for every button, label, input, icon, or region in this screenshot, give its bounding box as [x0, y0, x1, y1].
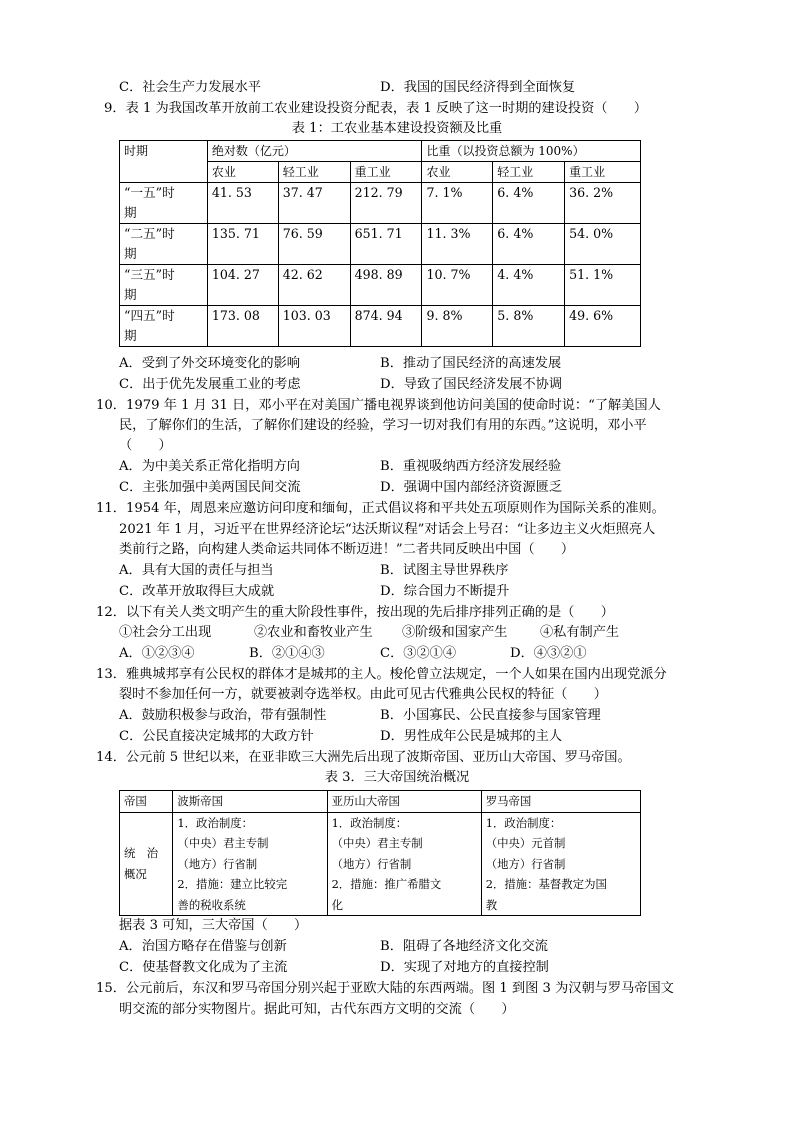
q12-stem: 12．以下有关人类文明产生的重大阶段性事件，按出现的先后排序排列正确的是（ ） — [96, 605, 614, 620]
value-cell: 51. 1% — [565, 265, 641, 306]
q8-option-d: D．我国的国民经济得到全面恢复 — [380, 80, 576, 95]
q9-option-c: C．出于优先发展重工业的考虑 — [119, 377, 301, 392]
persian-cell — [173, 812, 327, 916]
alexander-cell — [327, 812, 481, 916]
q11-line-1: 11．1954 年，周恩来应邀访问印度和缅甸，正式倡议将和平共处五项原则作为国际关系的准则。 — [96, 501, 665, 516]
table-row — [120, 306, 641, 347]
q14-option-b: B．阻碍了各地经济文化交流 — [380, 939, 548, 954]
table-row — [120, 183, 641, 224]
cell-line: （中央）君主专制 — [177, 836, 269, 850]
row-label-line-1: 统 治 — [124, 846, 159, 861]
period-header: 时期 — [120, 141, 208, 183]
q14-option-d: D．实现了对地方的直接控制 — [380, 960, 549, 975]
subheader-cell: 农业 — [207, 162, 278, 183]
value-cell: 498. 89 — [350, 265, 422, 306]
q11-option-c: C．改革开放取得巨大成就 — [119, 584, 275, 599]
cell-line: 1．政治制度： — [331, 815, 408, 830]
q14-empire-table — [119, 790, 641, 916]
value-cell: 5. 8% — [493, 306, 565, 347]
q11-line-3: 类前行之路，向构建人类命运共同体不断迈进！”二者共同反映出中国（ ） — [119, 542, 575, 557]
period-line-1: “一五”时 — [124, 185, 175, 200]
q14-table-caption: 表 3．三大帝国统治概况 — [324, 770, 470, 785]
value-cell: 135. 71 — [207, 224, 278, 265]
value-cell: 41. 53 — [207, 183, 278, 224]
value-cell: 49. 6% — [565, 306, 641, 347]
cell-line: 2．措施：推广希腊文 — [331, 877, 442, 891]
q14-option-a: A．治国方略存在借鉴与创新 — [119, 939, 287, 954]
q13-line-1: 13．雅典城邦享有公民权的群体才是城邦的主人。梭伦曾立法规定，一个人如果在国内出现党派分 — [96, 667, 667, 682]
table-header: 亚历山大帝国 — [327, 791, 481, 813]
value-cell: 76. 59 — [278, 224, 350, 265]
q9-option-a: A．受到了外交环境变化的影响 — [119, 356, 300, 371]
q11-line-2: 2021 年 1 月，习近平在世界经济论坛“达沃斯议程”对话会上号召：“让多边主义火炬照亮人 — [119, 522, 656, 537]
period-line-1: “四五”时 — [124, 308, 175, 323]
cell-line: 化 — [331, 897, 343, 912]
q10-option-b: B．重视吸纳西方经济发展经验 — [380, 459, 562, 474]
cell-line: 教 — [485, 897, 498, 912]
period-cell — [120, 183, 208, 224]
q9-option-d: D．导致了国民经济发展不协调 — [380, 377, 563, 392]
roman-cell — [481, 812, 640, 916]
q9-option-b: B．推动了国民经济的高速发展 — [380, 356, 562, 371]
q9-investment-table — [119, 140, 641, 347]
period-line-2: 期 — [124, 287, 137, 302]
value-cell: 37. 47 — [278, 183, 350, 224]
q10-option-c: C．主张加强中美两国民间交流 — [119, 480, 301, 495]
cell-line: 2．措施：基督教定为国 — [485, 877, 607, 891]
q14-stem: 14．公元前 5 世纪以来，在亚非欧三大洲先后出现了波斯帝国、亚历山大帝国、罗马帝国。 — [96, 750, 631, 765]
value-cell: 6. 4% — [493, 224, 565, 265]
q10-option-d: D．强调中国内部经济资源匮乏 — [380, 480, 563, 495]
cell-line: 1．政治制度： — [485, 815, 562, 830]
q12-option-b: B．②①④③ — [249, 646, 325, 661]
row-label — [120, 812, 173, 916]
value-cell: 103. 03 — [278, 306, 350, 347]
value-cell: 9. 8% — [422, 306, 493, 347]
period-line-2: 期 — [124, 205, 137, 220]
q10-line-1: 10．1979 年 1 月 31 日，邓小平在对美国广播电视界谈到他访问美国的使命时说：“了解美国人 — [96, 398, 661, 413]
subheader-cell: 农业 — [422, 162, 493, 183]
q12-option-a: A．①②③④ — [119, 646, 195, 661]
ratio-header: 比重（以投资总额为 100%） — [422, 141, 641, 162]
period-cell — [120, 265, 208, 306]
table-row — [120, 224, 641, 265]
q11-option-d: D．综合国力不断提升 — [380, 584, 510, 599]
period-cell — [120, 224, 208, 265]
value-cell: 11. 3% — [422, 224, 493, 265]
q13-option-a: A．鼓励积极参与政治，带有强制性 — [119, 708, 327, 723]
q14-after: 据表 3 可知，三大帝国（ ） — [119, 918, 308, 933]
value-cell: 42. 62 — [278, 265, 350, 306]
q13-option-b: B．小国寡民、公民直接参与国家管理 — [380, 708, 601, 723]
cell-line: 2．措施：建立比较完 — [177, 877, 288, 891]
row-label-line-2: 概况 — [124, 866, 147, 881]
q15-line-1: 15．公元前后，东汉和罗马帝国分别兴起于亚欧大陆的东西两端。图 1 到图 3 为汉朝与罗马帝国文 — [96, 981, 674, 996]
q11-option-b: B．试图主导世界秩序 — [380, 563, 509, 578]
q10-option-a: A．为中美关系正常化指明方向 — [119, 459, 300, 474]
period-line-2: 期 — [124, 246, 137, 261]
q9-table-caption: 表 1：工农业基本建设投资额及比重 — [291, 121, 503, 136]
q10-line-2: 民，了解你们的生活，了解你们建设的经验，学习一切对我们有用的东西。”这说明，邓小平 — [119, 418, 647, 433]
value-cell: 10. 7% — [422, 265, 493, 306]
value-cell: 173. 08 — [207, 306, 278, 347]
table-row — [120, 265, 641, 306]
q12-option-c: C．③②①④ — [380, 646, 457, 661]
value-cell: 104. 27 — [207, 265, 278, 306]
q12-item-1: ①社会分工出现 — [119, 625, 212, 640]
q15-line-2: 明交流的部分实物图片。据此可知，古代东西方文明的交流（ ） — [119, 1002, 515, 1017]
value-cell: 36. 2% — [565, 183, 641, 224]
absolute-header: 绝对数（亿元） — [207, 141, 422, 162]
cell-line: （地方）行省制 — [331, 856, 412, 871]
value-cell: 651. 71 — [350, 224, 422, 265]
q11-option-a: A．具有大国的责任与担当 — [119, 563, 274, 578]
subheader-cell: 重工业 — [565, 162, 641, 183]
value-cell: 6. 4% — [493, 183, 565, 224]
q12-item-2: ②农业和畜牧业产生 — [254, 625, 373, 640]
subheader-cell: 轻工业 — [493, 162, 565, 183]
table-header: 帝国 — [120, 791, 173, 813]
value-cell: 54. 0% — [565, 224, 641, 265]
period-line-1: “三五”时 — [124, 267, 175, 282]
subheader-cell: 轻工业 — [278, 162, 350, 183]
q12-item-3: ③阶级和国家产生 — [402, 625, 508, 640]
q13-option-c: C．公民直接决定城邦的大政方针 — [119, 729, 314, 744]
cell-line: 1．政治制度： — [177, 815, 254, 830]
value-cell: 7. 1% — [422, 183, 493, 224]
cell-line: （地方）行省制 — [177, 856, 258, 871]
q14-option-c: C．使基督教文化成为了主流 — [119, 960, 288, 975]
q10-line-3: （ ） — [119, 438, 172, 453]
cell-line: （中央）元首制 — [485, 836, 566, 850]
value-cell: 212. 79 — [350, 183, 422, 224]
cell-line: 善的税收系统 — [177, 897, 246, 912]
cell-line: （地方）行省制 — [485, 856, 566, 871]
period-line-1: “二五”时 — [124, 226, 175, 241]
period-cell — [120, 306, 208, 347]
q8-option-c: C．社会生产力发展水平 — [119, 80, 261, 95]
q13-option-d: D．男性成年公民是城邦的主人 — [380, 729, 563, 744]
q9-stem: 9．表 1 为我国改革开放前工农业建设投资分配表，表 1 反映了这一时期的建设投资（ ） — [104, 101, 648, 116]
q13-line-2: 裂时不参加任何一方，就要被剥夺选举权。由此可见古代雅典公民权的特征（ ） — [119, 687, 607, 702]
table-row — [120, 812, 641, 916]
value-cell: 4. 4% — [493, 265, 565, 306]
q12-option-d: D．④③②① — [510, 646, 587, 661]
table-header: 罗马帝国 — [481, 791, 640, 813]
subheader-cell: 重工业 — [350, 162, 422, 183]
q12-item-4: ④私有制产生 — [540, 625, 620, 640]
cell-line: （中央）君主专制 — [331, 836, 423, 850]
period-line-2: 期 — [124, 328, 137, 343]
value-cell: 874. 94 — [350, 306, 422, 347]
table-header: 波斯帝国 — [173, 791, 327, 813]
